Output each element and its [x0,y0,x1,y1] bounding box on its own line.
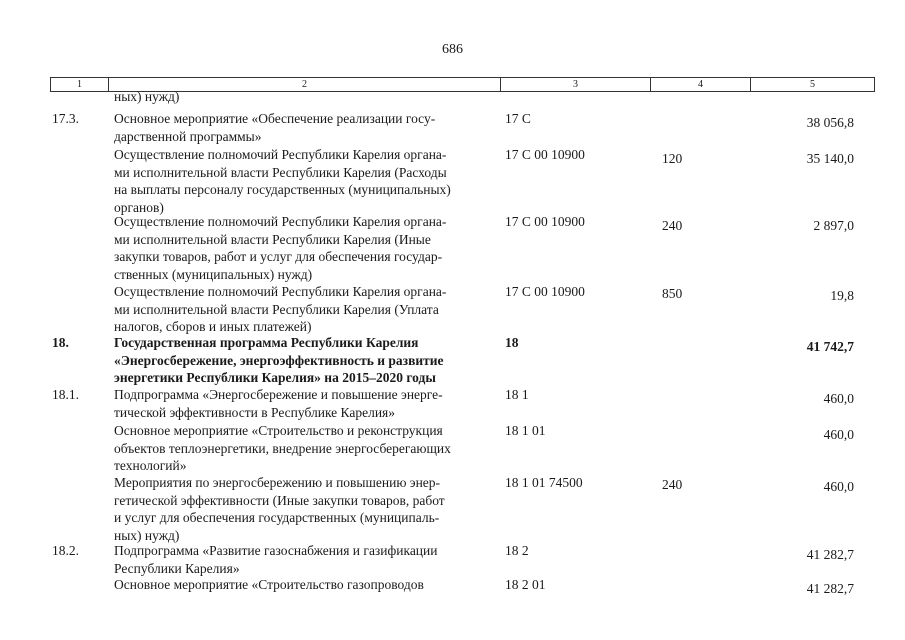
row-vr: 120 [662,151,683,166]
row-code: 18 2 01 [505,577,546,592]
row-code: 17 С 00 10900 [505,284,585,299]
page-number: 686 [442,42,463,57]
row-amount: 35 140,0 [806,151,854,166]
row-code: 17 С 00 10900 [505,147,585,162]
row-name: Мероприятия по энергосбережению и повышению энер- гетической эффективности (Иные закупки товаров, работ и услуг для обеспечения государственных (муниципаль- ных) нужд) [114,475,445,543]
column-header-4: 4 [698,79,703,90]
row-amount: 38 056,8 [806,115,854,130]
row-code: 18 1 01 74500 [505,475,583,490]
row-name: Подпрограмма «Развитие газоснабжения и газификации Республики Карелия» [114,543,438,576]
row-number: 18.1. [52,387,79,402]
column-header-3: 3 [573,79,578,90]
row-number: 17.3. [52,111,79,126]
row-name: Подпрограмма «Энергосбережение и повышение энерге- тической эффективности в Республике Карелия» [114,387,443,420]
row-vr: 850 [662,286,683,301]
row-name: Осуществление полномочий Республики Карелия органа- ми исполнительной власти Республики Карелия (Уплата налогов, сборов и иных платежей) [114,284,447,335]
row-vr: 240 [662,218,683,233]
row-code: 18 [505,335,519,350]
row-number: 18.2. [52,543,79,558]
row-amount: 41 282,7 [806,547,854,562]
row-amount: 460,0 [823,427,854,442]
column-header-2: 2 [302,79,307,90]
column-header-5: 5 [810,79,815,90]
row-amount: 41 282,7 [806,581,854,596]
row-name: Основное мероприятие «Строительство и реконструкция объектов теплоэнергетики, внедрение энергосберегающих технологий» [114,423,451,474]
row-code: 18 2 [505,543,529,558]
row-name: ных) нужд) [114,89,180,104]
row-amount: 41 742,7 [806,339,854,354]
row-vr: 240 [662,477,683,492]
row-amount: 19,8 [830,288,854,303]
row-name: Основное мероприятие «Обеспечение реализации госу- дарственной программы» [114,111,436,144]
row-name: Государственная программа Республики Карелия «Энергосбережение, энергоэффективность и развитие энергетики Республики Карелия» на 2015–2020 годы [114,335,444,386]
row-amount: 460,0 [823,479,854,494]
row-code: 18 1 [505,387,529,402]
row-name: Осуществление полномочий Республики Карелия органа- ми исполнительной власти Республики Карелия (Иные закупки товаров, работ и услуг для обеспечения государ- ственных (муниципальных) нужд) [114,214,447,282]
row-amount: 460,0 [823,391,854,406]
row-number: 18. [52,335,69,350]
column-header-1: 1 [77,79,82,90]
row-code: 17 С 00 10900 [505,214,585,229]
row-code: 17 С [505,111,531,126]
row-code: 18 1 01 [505,423,546,438]
row-name: Осуществление полномочий Республики Карелия органа- ми исполнительной власти Республики Карелия (Расходы на выплаты персоналу государственных (муниципальных) органов) [114,147,451,215]
row-name: Основное мероприятие «Строительство газопроводов [114,577,424,592]
row-amount: 2 897,0 [813,218,854,233]
